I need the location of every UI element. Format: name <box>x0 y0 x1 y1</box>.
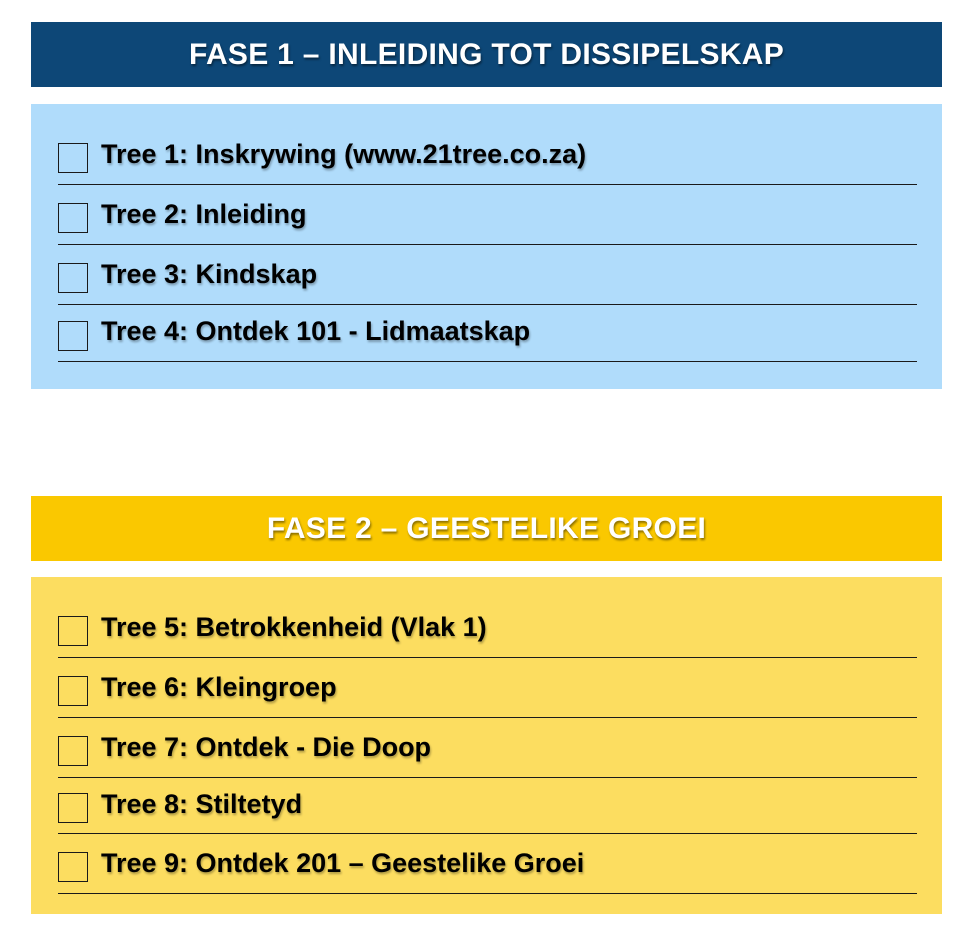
step-3-checkbox[interactable] <box>58 263 88 293</box>
step-4-label: Tree 4: Ontdek 101 - Lidmaatskap <box>101 316 531 346</box>
step-8-label: Tree 8: Stiltetyd <box>101 789 303 819</box>
step-7 <box>58 719 917 778</box>
step-8-checkbox[interactable] <box>58 793 88 823</box>
step-9 <box>58 835 917 894</box>
step-6 <box>58 659 917 718</box>
step-5-checkbox[interactable] <box>58 616 88 646</box>
step-1-checkbox[interactable] <box>58 143 88 173</box>
step-5-label: Tree 5: Betrokkenheid (Vlak 1) <box>101 612 487 642</box>
phase2-step-list <box>31 577 942 914</box>
step-6-checkbox[interactable] <box>58 676 88 706</box>
step-9-checkbox[interactable] <box>58 852 88 882</box>
step-9-label: Tree 9: Ontdek 201 – Geestelike Groei <box>101 848 585 878</box>
step-2-label: Tree 2: Inleiding <box>101 199 307 229</box>
step-1-label: Tree 1: Inskrywing (www.21tree.co.za) <box>101 139 587 169</box>
step-3 <box>58 246 917 305</box>
phase2-header <box>31 496 942 561</box>
step-3-label: Tree 3: Kindskap <box>101 259 318 289</box>
phase2-title: FASE 2 – GEESTELIKE GROEI <box>266 511 707 545</box>
step-1 <box>58 126 917 185</box>
phase1-header <box>31 22 942 87</box>
step-4-checkbox[interactable] <box>58 321 88 351</box>
step-5 <box>58 599 917 658</box>
step-8 <box>58 779 917 834</box>
step-2-checkbox[interactable] <box>58 203 88 233</box>
step-4 <box>58 306 917 362</box>
phase1-step-list <box>31 104 942 389</box>
step-7-checkbox[interactable] <box>58 736 88 766</box>
step-6-label: Tree 6: Kleingroep <box>101 672 337 702</box>
step-2 <box>58 186 917 245</box>
phase1-title: FASE 1 – INLEIDING TOT DISSIPELSKAP <box>188 37 785 71</box>
step-7-label: Tree 7: Ontdek - Die Doop <box>101 732 432 762</box>
